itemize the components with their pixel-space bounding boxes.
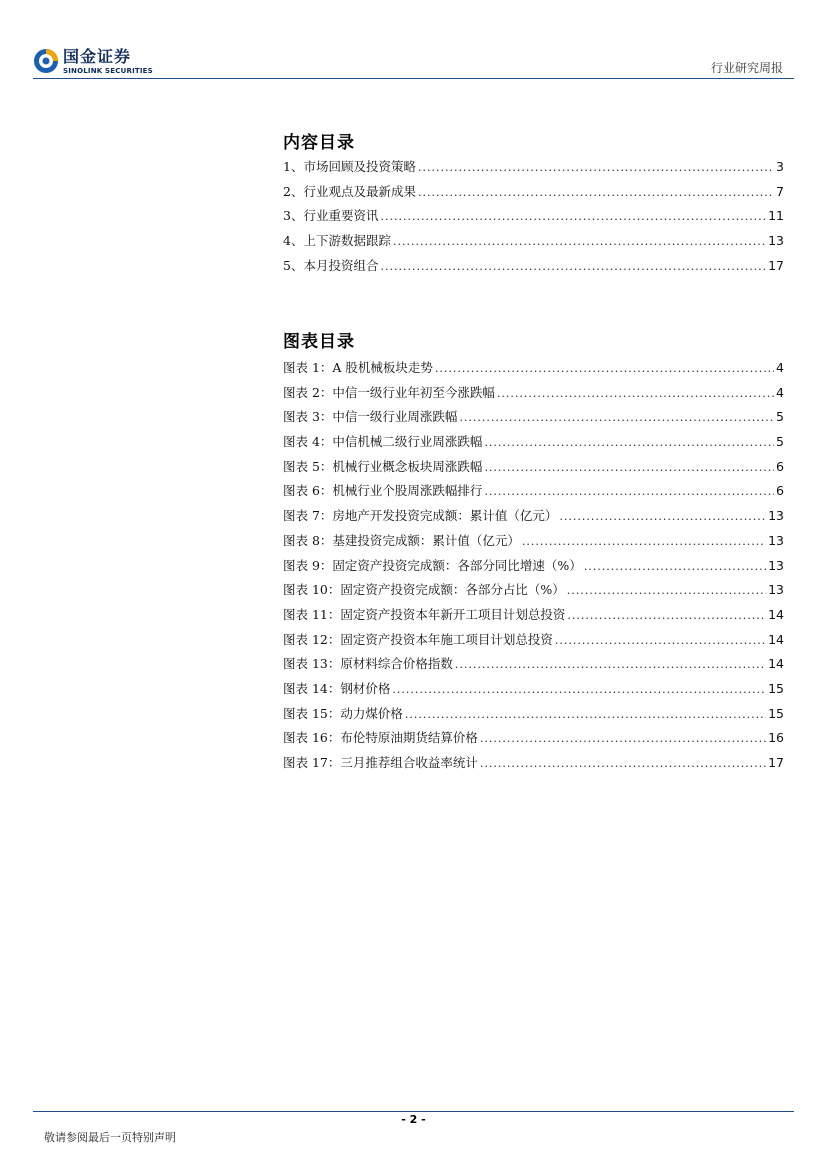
page-header <box>0 0 827 82</box>
contents-entry-label: 5、本月投资组合 <box>283 257 379 273</box>
figure-entry[interactable] <box>283 358 784 383</box>
dot-leader <box>484 436 774 449</box>
dot-leader <box>480 757 766 770</box>
figure-entry[interactable] <box>283 556 784 581</box>
figure-entry-page: 16 <box>768 730 784 746</box>
figure-entry-label: 图表 10：固定资产投资完成额：各部分占比（%） <box>283 582 565 598</box>
dot-leader <box>522 535 766 548</box>
dot-leader <box>567 609 766 622</box>
dot-leader <box>497 387 774 400</box>
contents-entry-page: 13 <box>768 233 784 249</box>
figure-entry-page: 15 <box>768 705 784 721</box>
figures-list <box>283 358 784 778</box>
contents-entry[interactable] <box>283 206 784 231</box>
contents-entry[interactable] <box>283 157 784 182</box>
figure-entry[interactable] <box>283 457 784 482</box>
figure-entry[interactable] <box>283 728 784 753</box>
figure-entry-label: 图表 15：动力煤价格 <box>283 705 403 721</box>
figure-entry-page: 5 <box>776 409 784 425</box>
report-type-label: 行业研究周报 <box>710 61 783 75</box>
figure-entry-label: 图表 1：A 股机械板块走势 <box>283 360 433 375</box>
figure-entry-page: 14 <box>768 606 784 622</box>
logo-chinese-name: 国金证券 <box>63 47 132 66</box>
contents-entry[interactable] <box>283 182 784 207</box>
figure-entry[interactable] <box>283 605 784 630</box>
contents-title: 内容目录 <box>283 133 355 153</box>
figure-entry-page: 6 <box>776 483 784 499</box>
figure-entry[interactable] <box>283 704 784 729</box>
figure-entry-label: 图表 12：固定资产投资本年施工项目计划总投资 <box>283 631 553 647</box>
figure-entry[interactable] <box>283 506 784 531</box>
dot-leader <box>459 411 774 424</box>
figure-entry-label: 图表 13：原材料综合价格指数 <box>283 656 453 672</box>
figure-entry-page: 13 <box>768 532 784 548</box>
figure-entry-page: 13 <box>768 582 784 598</box>
logo-english-name: SINOLINK SECURITIES <box>63 67 153 75</box>
contents-entry-label: 1、市场回顾及投资策略 <box>283 159 416 174</box>
dot-leader <box>559 510 766 523</box>
dot-leader <box>380 210 766 223</box>
dot-leader <box>484 485 774 498</box>
figure-entry[interactable] <box>283 654 784 679</box>
figures-title: 图表目录 <box>283 332 355 352</box>
contents-entry-label: 3、行业重要资讯 <box>283 208 379 224</box>
contents-entry-page: 11 <box>768 208 784 224</box>
figure-entry-label: 图表 4：中信机械二级行业周涨跌幅 <box>283 434 483 450</box>
dot-leader <box>418 161 774 174</box>
contents-entry-page: 3 <box>776 159 784 174</box>
figure-entry[interactable] <box>283 531 784 556</box>
figure-entry-label: 图表 8：基建投资完成额：累计值（亿元） <box>283 532 520 548</box>
dot-leader <box>567 584 766 597</box>
dot-leader <box>405 708 766 721</box>
page-number: - 2 - <box>401 1113 426 1126</box>
figure-entry-page: 4 <box>776 360 784 375</box>
figure-entry-label: 图表 17：三月推荐组合收益率统计 <box>283 755 478 770</box>
footer-divider <box>33 1111 794 1112</box>
figure-entry[interactable] <box>283 580 784 605</box>
figure-entry[interactable] <box>283 432 784 457</box>
figure-entry[interactable] <box>283 679 784 704</box>
figure-entry-page: 17 <box>768 755 784 770</box>
disclaimer-text: 敬请参阅最后一页特别声明 <box>44 1131 176 1144</box>
figure-entry-label: 图表 6：机械行业个股周涨跌幅排行 <box>283 483 483 499</box>
figure-entry-page: 14 <box>768 631 784 647</box>
contents-entry[interactable] <box>283 256 784 281</box>
contents-entry-label: 4、上下游数据跟踪 <box>283 233 391 249</box>
dot-leader <box>435 362 774 375</box>
figure-entry[interactable] <box>283 630 784 655</box>
figure-entry-label: 图表 14：钢材价格 <box>283 680 391 696</box>
figure-entry-label: 图表 16：布伦特原油期货结算价格 <box>283 730 478 746</box>
dot-leader <box>584 560 766 573</box>
figure-entry-label: 图表 11：固定资产投资本年新开工项目计划总投资 <box>283 606 566 622</box>
figure-entry-page: 13 <box>768 557 784 573</box>
dot-leader <box>392 683 766 696</box>
figure-entry-page: 13 <box>768 508 784 524</box>
figure-entry-page: 6 <box>776 458 784 474</box>
figure-entry-page: 5 <box>776 434 784 450</box>
dot-leader <box>480 732 766 745</box>
dot-leader <box>380 260 766 273</box>
figure-entry-label: 图表 5：机械行业概念板块周涨跌幅 <box>283 458 483 474</box>
figure-entry-page: 15 <box>768 680 784 696</box>
dot-leader <box>393 235 766 248</box>
contents-entry-label: 2、行业观点及最新成果 <box>283 183 416 199</box>
figure-entry-label: 图表 7：房地产开发投资完成额：累计值（亿元） <box>283 508 558 524</box>
contents-entry-page: 7 <box>776 183 784 199</box>
contents-entry[interactable] <box>283 231 784 256</box>
dot-leader <box>455 658 766 671</box>
figure-entry[interactable] <box>283 753 784 778</box>
figure-entry-label: 图表 9：固定资产投资完成额：各部分同比增速（%） <box>283 557 582 573</box>
dot-leader <box>484 461 774 474</box>
figure-entry-page: 4 <box>776 384 784 400</box>
header-divider <box>33 78 794 79</box>
contents-entry-page: 17 <box>768 257 784 273</box>
figure-entry-page: 14 <box>768 656 784 672</box>
figure-entry-label: 图表 2：中信一级行业年初至今涨跌幅 <box>283 384 495 400</box>
dot-leader <box>555 634 766 647</box>
figure-entry[interactable] <box>283 481 784 506</box>
figure-entry[interactable] <box>283 383 784 408</box>
figure-entry[interactable] <box>283 407 784 432</box>
company-logo <box>33 48 163 78</box>
contents-list <box>283 157 784 280</box>
logo-mark-icon <box>33 48 59 74</box>
dot-leader <box>418 186 774 199</box>
figure-entry-label: 图表 3：中信一级行业周涨跌幅 <box>283 409 458 425</box>
